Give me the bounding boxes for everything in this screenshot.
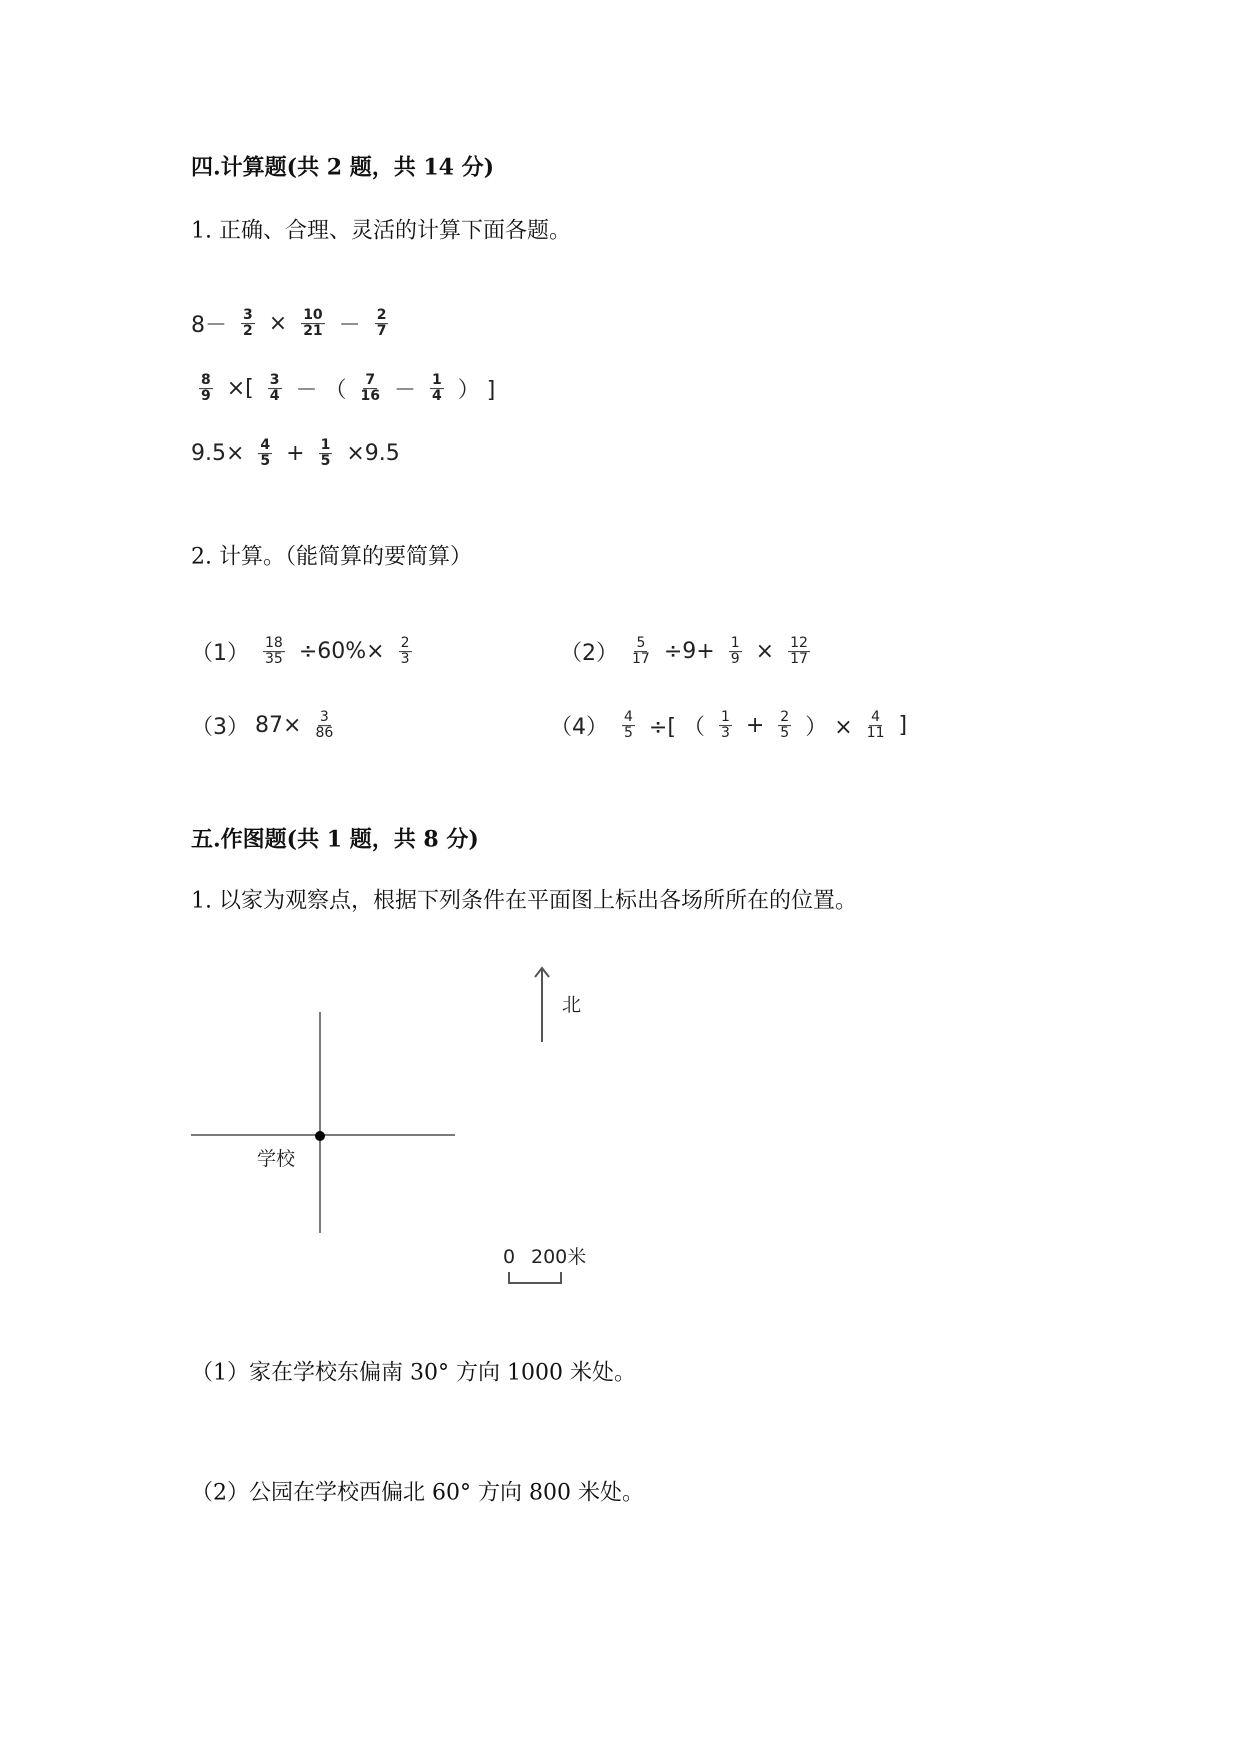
- scale-bar: [506, 1270, 566, 1286]
- expr-text: 9.5×: [191, 441, 245, 467]
- expr-text: ×: [268, 311, 288, 337]
- expr-text: ÷[ （: [648, 715, 705, 741]
- expr-text: ×[: [226, 376, 254, 402]
- fraction: 2 7: [376, 307, 387, 340]
- north-arrow-icon: [530, 965, 554, 1045]
- fraction: $\frac{4}{11}$: [866, 709, 885, 742]
- north-south-axis: [319, 1012, 321, 1233]
- fraction: $\frac{8}{9}$: [201, 372, 211, 405]
- fraction: 3 4: [269, 372, 280, 405]
- fraction: $\frac{3}{86}$: [315, 709, 334, 742]
- fraction: $\frac{10}{21}$: [303, 307, 323, 340]
- sub-question-2: （2）公园在学校西偏北 60° 方向 800 米处。: [191, 1480, 644, 1506]
- fraction: $\frac{4}{5}$: [260, 437, 271, 470]
- expr-text: －: [394, 378, 417, 404]
- problem-2: [560, 636, 818, 668]
- expr-text: ×9.5: [346, 441, 400, 467]
- expression-3: [191, 438, 400, 470]
- fraction: $\frac{2}{3}$: [400, 635, 410, 668]
- fraction: 1 3: [720, 709, 730, 742]
- problem-label: （1）: [191, 641, 249, 667]
- fraction: 1 4: [432, 372, 442, 405]
- fraction: $\frac{5}{17}$: [632, 635, 650, 668]
- expr-text: ） ×: [805, 715, 853, 741]
- question-2: 2. 计算。（能简算的要简算）: [191, 544, 472, 570]
- expr-text: ） ]: [457, 378, 496, 404]
- scale-label: 200米: [531, 1246, 587, 1268]
- fraction: 7 16: [360, 372, 381, 405]
- section4-title: 四.计算题(共 2 题，共 14 分): [191, 154, 495, 181]
- north-label: 北: [562, 994, 582, 1016]
- expr-text: +: [745, 713, 765, 739]
- fraction: $\frac{12}{17}$: [790, 635, 808, 668]
- question-1: 1. 正确、合理、灵活的计算下面各题。: [191, 218, 571, 244]
- expression-2: [191, 373, 495, 405]
- section5-title: 五.作图题(共 1 题，共 8 分): [191, 826, 479, 853]
- problem-label: （3）: [191, 715, 249, 741]
- expr-text: ÷9+: [663, 639, 715, 665]
- school-point: [315, 1131, 325, 1141]
- expr-text: 87×: [255, 713, 302, 739]
- problem-3: [191, 710, 341, 742]
- problem-label: （2）: [560, 641, 618, 667]
- fraction: $\frac{18}{35}$: [265, 635, 283, 668]
- fraction: $\frac{4}{5}$: [624, 709, 633, 742]
- problem-1: [191, 636, 420, 668]
- fraction: $\frac{2}{5}$: [780, 709, 790, 742]
- expr-text: ]: [898, 713, 908, 739]
- expr-text: － （: [295, 378, 347, 404]
- expr-text: 8－: [191, 313, 227, 339]
- question-1-drawing: 1. 以家为观察点，根据下列条件在平面图上标出各场所所在的位置。: [191, 888, 857, 914]
- problem-label: （4）: [550, 715, 608, 741]
- fraction: $\frac{3}{2}$: [243, 307, 253, 340]
- expr-text: －: [338, 313, 361, 339]
- expression-1: [191, 308, 396, 340]
- fraction: $\frac{1}{5}$: [320, 437, 331, 470]
- school-label: 学校: [257, 1148, 296, 1170]
- scale-zero: 0: [503, 1246, 516, 1268]
- expr-text: +: [286, 441, 305, 467]
- expr-text: ÷60%×: [298, 639, 385, 665]
- sub-question-1: （1）家在学校东偏南 30° 方向 1000 米处。: [191, 1360, 636, 1386]
- problem-4: [550, 710, 907, 742]
- expr-text: ×: [755, 639, 775, 665]
- fraction: $\frac{1}{9}$: [730, 635, 740, 668]
